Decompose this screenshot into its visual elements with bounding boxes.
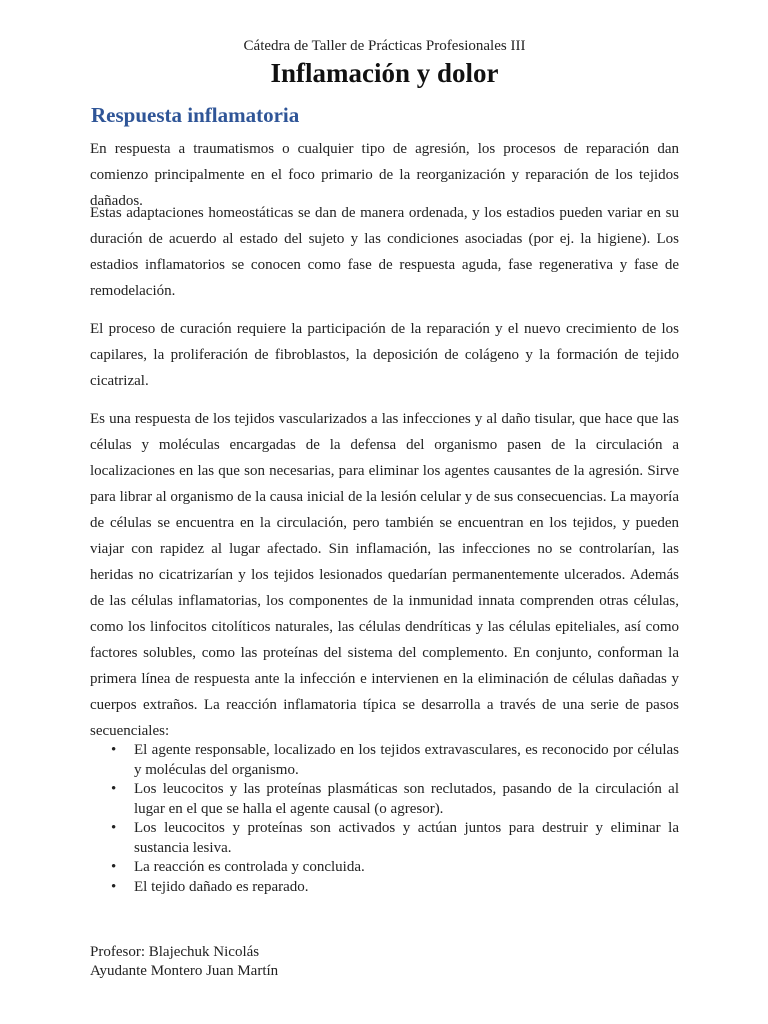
document-title: Inflamación y dolor xyxy=(270,58,499,88)
bullet-icon: • xyxy=(111,820,117,836)
assistant-name: Ayudante Montero Juan Martín xyxy=(90,963,279,979)
list-item xyxy=(90,878,679,898)
list-item xyxy=(90,858,679,878)
paragraph-2: Estas adaptaciones homeostáticas se dan de manera ordenada, y los estadios pueden variar en su duración de acuerdo al estado del sujeto y las condiciones asociadas (por ej. la higiene). Los estadios inflamatorios se conocen como fase de respuesta aguda, fase regenerativa y fase de remodelación. xyxy=(90,205,679,299)
footer xyxy=(90,943,679,981)
paragraph-4: Es una respuesta de los tejidos vascularizados a las infecciones y al daño tisular, que hace que las células y moléculas encargadas de la defensa del organismo pasen de la circulación a localizaciones en las que son necesarias, para eliminar los agentes causantes de la agresión. Sirve para librar al organismo de la causa inicial de la lesión celular y de sus consecuencias. La mayoría de células se encuentra en la circulación, pero también se encuentran en los tejidos, y pueden viajar con rapidez al lugar afectado. Sin inflamación, las infecciones no se controlarían, las heridas no cicatrizarían y los tejidos lesionados quedarían permanentemente ulcerados. Además de las células inflamatorias, los componentes de la inmunidad innata comprenden otras células, como los linfocitos citolíticos naturales, las células dendríticas y las células epiteliales, así como factores solubles, como las proteínas del sistema del complemento. En conjunto, conforman la primera línea de respuesta ante la infección e intervienen en la eliminación de células dañadas y cuerpos extraños. La reacción inflamatoria típica se desarrolla a través de una serie de pasos secuenciales: xyxy=(90,411,679,739)
list-item xyxy=(90,780,679,819)
section-heading: Respuesta inflamatoria xyxy=(91,103,300,127)
list-item xyxy=(90,819,679,858)
list-item-text: El agente responsable, localizado en los tejidos extravasculares, es reconocido por células y moléculas del organismo. xyxy=(134,742,679,778)
course-subtitle: Cátedra de Taller de Prácticas Profesionales III xyxy=(243,38,526,54)
list-item xyxy=(90,741,679,780)
inflammation-steps-list xyxy=(90,741,679,897)
bullet-icon: • xyxy=(111,781,117,797)
list-item-text: La reacción es controlada y concluida. xyxy=(134,859,365,875)
bullet-icon: • xyxy=(111,742,117,758)
bullet-icon: • xyxy=(111,878,117,895)
paragraph-1: En respuesta a traumatismos o cualquier tipo de agresión, los procesos de reparación dan comienzo principalmente en el foco primario de la reorganización y reparación de los tejidos dañados. xyxy=(90,141,679,209)
list-item-text: El tejido dañado es reparado. xyxy=(134,878,309,895)
list-item-text: Los leucocitos y proteínas son activados y actúan juntos para destruir y eliminar la sustancia lesiva. xyxy=(134,820,679,856)
list-item-text: Los leucocitos y las proteínas plasmáticas son reclutados, pasando de la circulación al lugar en el que se halla el agente causal (o agresor). xyxy=(134,781,679,817)
bullet-icon: • xyxy=(111,859,117,875)
paragraph-3: El proceso de curación requiere la participación de la reparación y el nuevo crecimiento de los capilares, la proliferación de fibroblastos, la deposición de colágeno y la formación de tejido cicatrizal. xyxy=(90,321,679,389)
professor-name: Profesor: Blajechuk Nicolás xyxy=(90,944,260,960)
